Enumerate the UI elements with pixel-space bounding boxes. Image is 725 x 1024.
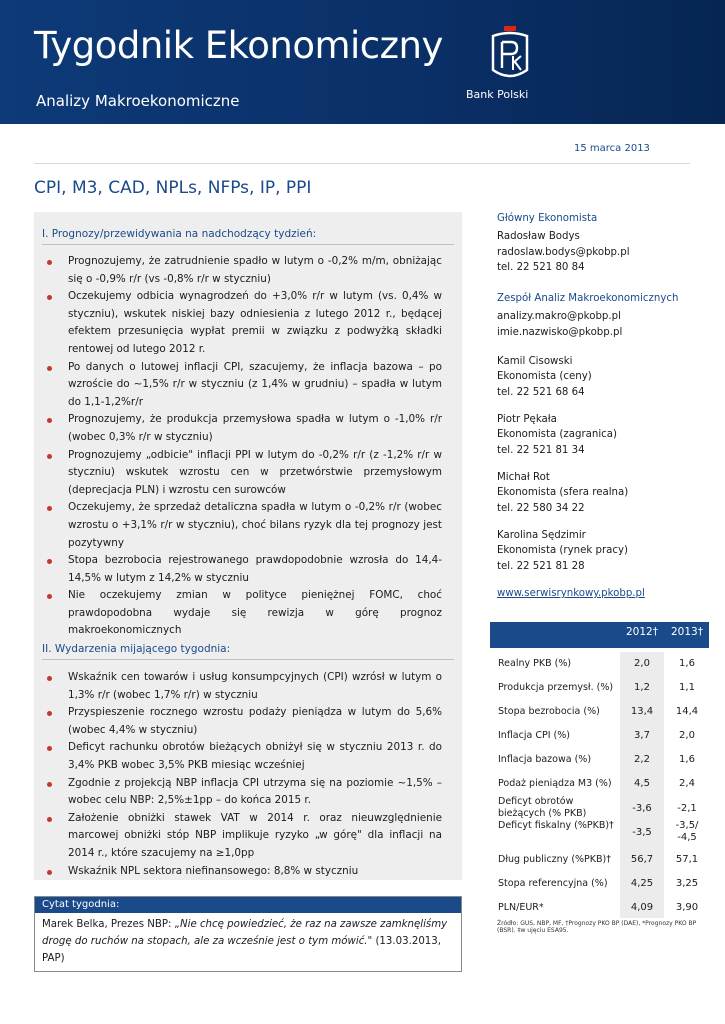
list-item bbox=[42, 587, 442, 640]
table-row bbox=[490, 700, 709, 724]
list-item-text: Wskaźnik NPL sektora niefinansowego: 8,8% w styczniu bbox=[68, 864, 359, 877]
person-role: Ekonomista (zagranica) bbox=[497, 429, 618, 441]
list-item-text: Oczekujemy, że sprzedaż detaliczna spadła w lutym o -0,2% r/r (wobec wzrostu o +3,1% r/r w styczniu), choć bilans ryzyk dla tej prognozy jest pozytywny bbox=[68, 501, 442, 549]
list-item bbox=[42, 288, 442, 358]
chief-economist-phone: tel. 22 521 80 84 bbox=[497, 262, 585, 274]
row-label: Podaż pieniądza M3 (%) bbox=[498, 778, 612, 789]
pko-logo-icon bbox=[489, 26, 531, 82]
forecast-list bbox=[42, 253, 442, 640]
value-2013: 3,90 bbox=[675, 902, 699, 913]
person-card bbox=[497, 528, 707, 574]
person-name: Piotr Pękała bbox=[497, 414, 557, 425]
list-item bbox=[42, 810, 442, 863]
person-name: Michał Rot bbox=[497, 472, 550, 483]
value-2013: -3,5/ -4,5 bbox=[675, 820, 699, 843]
row-label: Deficyt fiskalny (%PKB)† bbox=[498, 820, 614, 831]
quote-author: Marek Belka, Prezes NBP: bbox=[42, 919, 175, 930]
list-item bbox=[42, 739, 442, 774]
quote-text bbox=[42, 916, 454, 967]
table-row bbox=[490, 772, 709, 796]
value-2012: 13,4 bbox=[620, 700, 664, 724]
list-item-text: Oczekujemy odbicia wynagrodzeń do +3,0% r/r w lutym (vs. 0,4% w styczniu), wskutek niskiej bazy odniesienia z lutego 2012 r., będącej efektem przesunięcia wypłat premii w związku z podwyżką składki rentowej od lutego 2012 r. bbox=[68, 290, 442, 355]
section-forecasts-heading: I. Prognozy/przewidywania na nadchodzący tydzień: bbox=[42, 228, 317, 240]
section-events-heading: II. Wydarzenia mijającego tygodnia: bbox=[42, 643, 231, 655]
row-label: Produkcja przemysł. (%) bbox=[498, 682, 614, 693]
list-item-text: Założenie obniżki stawek VAT w 2014 r. oraz nieuwzględnienie marcowej obniżki stóp NBP implikuje ryzyko „w górę" dla inflacji na 2014 r., które szacujemy na ≥1,0pp bbox=[68, 811, 442, 859]
events-list bbox=[42, 669, 442, 880]
bullet-icon bbox=[47, 295, 52, 300]
page-title: Tygodnik Ekonomiczny bbox=[34, 24, 443, 67]
document-title: CPI, M3, CAD, NPLs, NFPs, IP, PPI bbox=[34, 178, 312, 198]
value-2012: 2,2 bbox=[620, 748, 664, 772]
row-label: Stopa bezrobocia (%) bbox=[498, 706, 600, 717]
list-item-text: Nie oczekujemy zmian w polityce pieniężnej FOMC, choć prawdopodobna wydaje się rewizja w górę prognoz makroekonomicznych bbox=[68, 589, 442, 637]
person-role: Ekonomista (sfera realna) bbox=[497, 487, 629, 499]
person-role: Ekonomista (rynek pracy) bbox=[497, 545, 628, 557]
value-2012: 2,0 bbox=[620, 652, 664, 676]
table-row bbox=[490, 652, 709, 676]
quote-box bbox=[34, 896, 462, 972]
bullet-icon bbox=[47, 594, 52, 599]
table-row bbox=[490, 896, 709, 918]
bullet-icon bbox=[47, 676, 52, 681]
divider bbox=[42, 659, 454, 660]
value-2013: 3,25 bbox=[675, 878, 699, 889]
chief-economist-name: Radosław Bodys bbox=[497, 231, 580, 243]
person-card bbox=[497, 412, 707, 458]
value-2013: 2,0 bbox=[679, 730, 695, 741]
list-item bbox=[42, 447, 442, 500]
row-label: Stopa referencyjna (%) bbox=[498, 878, 608, 889]
page-subtitle: Analizy Makroekonomiczne bbox=[36, 92, 240, 110]
team-email[interactable]: analizy.makro@pkobp.pl bbox=[497, 311, 621, 323]
bullet-icon bbox=[47, 817, 52, 822]
row-label: Inflacja CPI (%) bbox=[498, 730, 570, 741]
list-item-text: Zgodnie z projekcją NBP inflacja CPI utrzyma się na poziomie ~1,5% – wobec celu NBP: 2,5%±1pp – do końca 2015 r. bbox=[68, 776, 442, 807]
table-row bbox=[490, 748, 709, 772]
list-item bbox=[42, 704, 442, 739]
bullet-icon bbox=[47, 418, 52, 423]
table-source-note: Źródło: GUS, NBP, MF, †Prognozy PKO BP (DAE), *Prognozy PKO BP (BSR). ‡w ujęciu ESA95. bbox=[497, 920, 697, 934]
list-item-text: Wskaźnik cen towarów i usług konsumpcyjnych (CPI) wzrósł w lutym o 1,3% r/r (wobec 1,7% r/r) w styczniu bbox=[68, 671, 442, 701]
value-2013: 14,4 bbox=[675, 706, 699, 717]
row-label: Dług publiczny (%PKB)† bbox=[498, 854, 611, 865]
team-email-pattern[interactable]: imie.nazwisko@pkobp.pl bbox=[497, 326, 623, 338]
bullet-icon bbox=[47, 366, 52, 371]
list-item bbox=[42, 499, 442, 552]
list-item-text: Deficyt rachunku obrotów bieżących obniżył się w styczniu 2013 r. do 3,4% PKB wobec 3,5% PKB miesiąc wcześniej bbox=[68, 741, 442, 771]
bullet-icon bbox=[47, 782, 52, 787]
value-2013: 1,6 bbox=[679, 754, 695, 765]
bullet-icon bbox=[47, 559, 52, 564]
person-phone: tel. 22 580 34 22 bbox=[497, 502, 585, 514]
value-2012: 56,7 bbox=[620, 848, 664, 872]
quote-source: (13.03.2013, PAP) bbox=[42, 936, 441, 964]
person-phone: tel. 22 521 81 28 bbox=[497, 560, 585, 572]
publication-date: 15 marca 2013 bbox=[574, 143, 650, 154]
list-item-text: Stopa bezrobocia rejestrowanego prawdopodobnie wzrosła do 14,4-14,5% w lutym z 14,2% w styczniu bbox=[68, 554, 442, 584]
column-2012: 2012† bbox=[626, 626, 658, 638]
list-item-text: Prognozujemy, że produkcja przemysłowa spadła w lutym o -1,0% r/r (wobec 0,3% r/r w styczniu) bbox=[68, 413, 442, 443]
value-2012: 4,09 bbox=[620, 896, 664, 918]
bullet-icon bbox=[47, 506, 52, 511]
table-row bbox=[490, 820, 709, 848]
person-phone: tel. 22 521 81 34 bbox=[497, 444, 585, 456]
website-link[interactable]: www.serwisrynkowy.pkobp.pl bbox=[497, 588, 645, 599]
row-label: PLN/EUR* bbox=[498, 902, 544, 913]
value-2012: 4,5 bbox=[620, 772, 664, 796]
value-2012: 4,25 bbox=[620, 872, 664, 896]
row-label: Realny PKB (%) bbox=[498, 658, 572, 669]
row-label: Deficyt obrotów bieżących (% PKB) bbox=[498, 796, 587, 819]
list-item-text: Przyspieszenie rocznego wzrostu podaży pieniądza w lutym do 5,6% (wobec 4,4% w styczniu) bbox=[68, 706, 442, 736]
list-item bbox=[42, 775, 442, 810]
divider bbox=[42, 244, 454, 245]
quote-body: „Nie chcę powiedzieć, że raz na zawsze zamknęliśmy drogę do ruchów na stopach, ale za wcześnie jest o tym mówić." bbox=[42, 919, 448, 947]
list-item-text: Prognozujemy „odbicie" inflacji PPI w lutym do -0,2% r/r (z -1,2% r/r w styczniu) wskutek wzrostu cen w przetwórstwie przemysłowym (deprecjacja PLN) i wzrostu cen surowców bbox=[68, 448, 442, 496]
table-row bbox=[490, 676, 709, 700]
value-2012: -3,6 bbox=[620, 796, 664, 822]
person-name: Karolina Sędzimir bbox=[497, 530, 586, 541]
list-item bbox=[42, 669, 442, 704]
table-header bbox=[490, 622, 709, 648]
list-item bbox=[42, 863, 442, 881]
bank-name: Bank Polski bbox=[466, 88, 529, 101]
person-role: Ekonomista (ceny) bbox=[497, 371, 592, 383]
table-row bbox=[490, 872, 709, 896]
bullet-icon bbox=[47, 711, 52, 716]
bullet-icon bbox=[47, 454, 52, 459]
list-item bbox=[42, 552, 442, 587]
team-heading: Zespół Analiz Makroekonomicznych bbox=[497, 293, 679, 304]
bullet-icon bbox=[47, 260, 52, 265]
value-2012: 3,7 bbox=[620, 724, 664, 748]
chief-economist-heading: Główny Ekonomista bbox=[497, 213, 598, 224]
quote-heading: Cytat tygodnia: bbox=[35, 897, 461, 913]
list-item-text: Prognozujemy, że zatrudnienie spadło w lutym o -0,2% m/m, obniżając się o -0,9% r/r (vs -0,8% r/r w styczniu) bbox=[68, 255, 442, 285]
value-2013: -2,1 bbox=[677, 803, 697, 814]
value-2012: -3,5 bbox=[620, 820, 664, 848]
bullet-icon bbox=[47, 746, 52, 751]
chief-economist-email[interactable]: radoslaw.bodys@pkobp.pl bbox=[497, 246, 630, 258]
value-2013: 57,1 bbox=[675, 854, 699, 865]
list-item-text: Po danych o lutowej inflacji CPI, szacujemy, że inflacja bazowa – po wzroście do ~1,5% r/r w styczniu (z 1,4% w grudniu) – spadła w lutym do 1,1-1,2%r/r bbox=[68, 360, 442, 408]
person-phone: tel. 22 521 68 64 bbox=[497, 386, 585, 398]
table-row bbox=[490, 796, 709, 822]
bullet-icon bbox=[47, 870, 52, 875]
list-item bbox=[42, 253, 442, 288]
value-2013: 2,4 bbox=[679, 778, 695, 789]
list-item bbox=[42, 359, 442, 412]
column-2013: 2013† bbox=[671, 626, 703, 638]
value-2013: 1,1 bbox=[679, 682, 695, 693]
list-item bbox=[42, 411, 442, 446]
header-banner bbox=[0, 0, 725, 124]
person-name: Kamil Cisowski bbox=[497, 356, 573, 367]
table-row bbox=[490, 848, 709, 872]
value-2013: 1,6 bbox=[679, 658, 695, 669]
person-card bbox=[497, 470, 707, 516]
person-card bbox=[497, 354, 707, 400]
table-row bbox=[490, 724, 709, 748]
divider bbox=[34, 163, 690, 164]
row-label: Inflacja bazowa (%) bbox=[498, 754, 592, 765]
value-2012: 1,2 bbox=[620, 676, 664, 700]
